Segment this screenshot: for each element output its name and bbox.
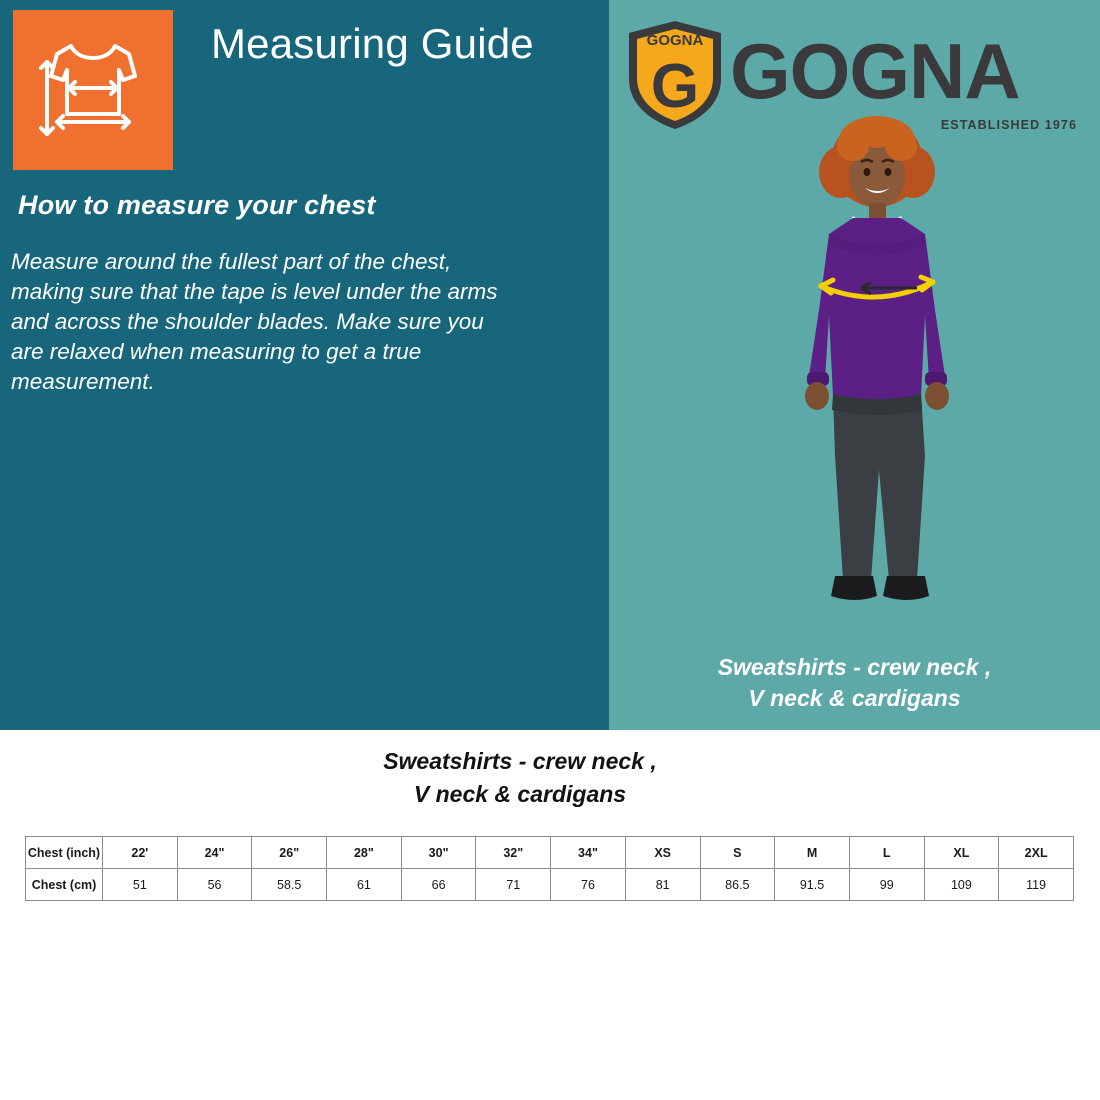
cell-cm-5: 71 (476, 869, 551, 901)
cell-inch-0: 22' (103, 837, 178, 869)
size-chart-table (25, 836, 1074, 901)
cell-inch-9: M (775, 837, 850, 869)
page-title: Measuring Guide (211, 20, 534, 67)
cell-inch-2: 26" (252, 837, 327, 869)
table-caption (0, 745, 1040, 811)
cell-inch-8: S (700, 837, 775, 869)
cell-cm-8: 86.5 (700, 869, 775, 901)
table-row-inch (26, 837, 1074, 869)
cell-cm-6: 76 (551, 869, 626, 901)
left-info-panel (0, 0, 609, 730)
table-caption-line1: Sweatshirts - crew neck , (383, 748, 657, 774)
cell-cm-0: 51 (103, 869, 178, 901)
cell-inch-3: 28" (327, 837, 402, 869)
banner-caption-line2: V neck & cardigans (748, 685, 961, 711)
cell-inch-6: 34" (551, 837, 626, 869)
cell-cm-11: 109 (924, 869, 999, 901)
cell-cm-7: 81 (625, 869, 700, 901)
instructions-heading: How to measure your chest (18, 190, 376, 220)
brand-established: ESTABLISHED 1976 (940, 118, 1077, 132)
table-caption-line2: V neck & cardigans (413, 781, 627, 807)
table-row-cm (26, 869, 1074, 901)
cell-inch-5: 32" (476, 837, 551, 869)
row-header-cm: Chest (cm) (26, 869, 103, 901)
cell-inch-12: 2XL (999, 837, 1074, 869)
svg-text:GOGNA: GOGNA (646, 32, 704, 49)
cell-inch-4: 30" (401, 837, 476, 869)
child-model-purple-sweatshirt (749, 110, 1009, 655)
tshirt-measure-icon (13, 10, 173, 170)
row-header-inch: Chest (inch) (26, 837, 103, 869)
cell-inch-10: L (849, 837, 924, 869)
banner-caption (609, 652, 1100, 714)
cell-cm-1: 56 (177, 869, 252, 901)
brand-name: GOGNA (730, 27, 1020, 115)
right-product-panel (609, 0, 1100, 730)
cell-inch-7: XS (625, 837, 700, 869)
cell-inch-11: XL (924, 837, 999, 869)
cell-cm-3: 61 (327, 869, 402, 901)
cell-inch-1: 24" (177, 837, 252, 869)
cell-cm-4: 66 (401, 869, 476, 901)
instructions-body: Measure around the fullest part of the chest, making sure that the tape is level under the arms and across the shoulder blades. Make sure you are relaxed when measuring to get a true measurement. (11, 249, 498, 394)
banner-caption-line1: Sweatshirts - crew neck , (717, 654, 992, 680)
cell-cm-10: 99 (849, 869, 924, 901)
cell-cm-12: 119 (999, 869, 1074, 901)
cell-cm-2: 58.5 (252, 869, 327, 901)
gogna-shield-logo (625, 19, 725, 131)
svg-text:G: G (650, 52, 700, 121)
cell-cm-9: 91.5 (775, 869, 850, 901)
